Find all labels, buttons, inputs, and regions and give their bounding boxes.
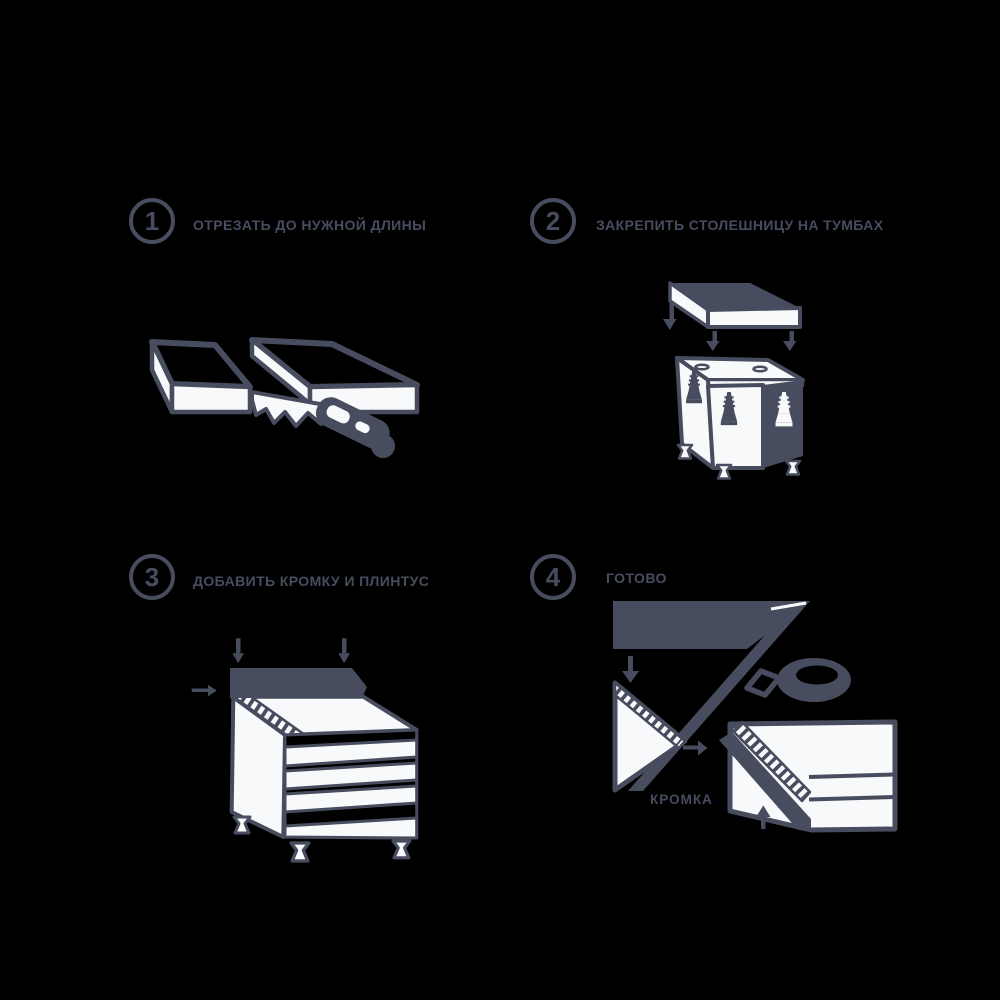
step-4-number: 4: [545, 562, 561, 592]
board-edge-line: [809, 775, 895, 778]
step-3-number: 3: [144, 562, 160, 592]
step-1-illustration: [140, 332, 440, 472]
arrow-down-icon: [663, 302, 677, 330]
step-4-title: ГОТОВО: [606, 570, 667, 586]
edge-label: КРОМКА: [650, 792, 713, 807]
arrow-down-icon: [706, 331, 720, 351]
cabinet-leg: [786, 461, 800, 475]
arrow-right-icon: [192, 685, 217, 697]
tape-tail: [747, 671, 779, 695]
arrow-down-icon: [783, 331, 797, 351]
base-cabinet: [677, 358, 803, 479]
step-2-badge: [530, 198, 576, 244]
plinth-strip: [230, 668, 367, 698]
step-2-illustration: [635, 272, 815, 487]
step-2-number: 2: [545, 206, 561, 236]
step-3-illustration: [183, 628, 433, 873]
tape-roll-icon: [747, 658, 851, 702]
cabinet-leg: [717, 465, 731, 479]
step-1-title: ОТРЕЗАТЬ ДО НУЖНОЙ ДЛИНЫ: [193, 217, 427, 233]
cabinet-leg: [393, 841, 410, 858]
cabinet-leg: [291, 843, 309, 861]
cabinet-leg: [234, 817, 250, 833]
step-3-title: ДОБАВИТЬ КРОМКУ И ПЛИНТУС: [193, 573, 430, 589]
step-3-badge: [129, 554, 175, 600]
step-4-illustration: [595, 593, 895, 845]
cabinet-front-face: [708, 385, 763, 468]
arrow-down-icon: [338, 638, 350, 663]
step-2-title: ЗАКРЕПИТЬ СТОЛЕШНИЦУ НА ТУМБАХ: [596, 217, 884, 233]
arrow-down-icon: [622, 656, 639, 683]
board-left: [152, 342, 250, 412]
step-4-badge: [530, 554, 576, 600]
step-1-number: 1: [144, 206, 160, 236]
countertop-slab: [670, 283, 800, 327]
step-1-badge: [129, 198, 175, 244]
board-left-front: [172, 384, 250, 412]
board-edge-line: [809, 797, 895, 800]
arrow-down-icon: [232, 638, 244, 663]
countertop-edge-detail: [719, 722, 895, 830]
tape-roll-hole: [796, 666, 838, 685]
slab-front: [708, 308, 800, 327]
